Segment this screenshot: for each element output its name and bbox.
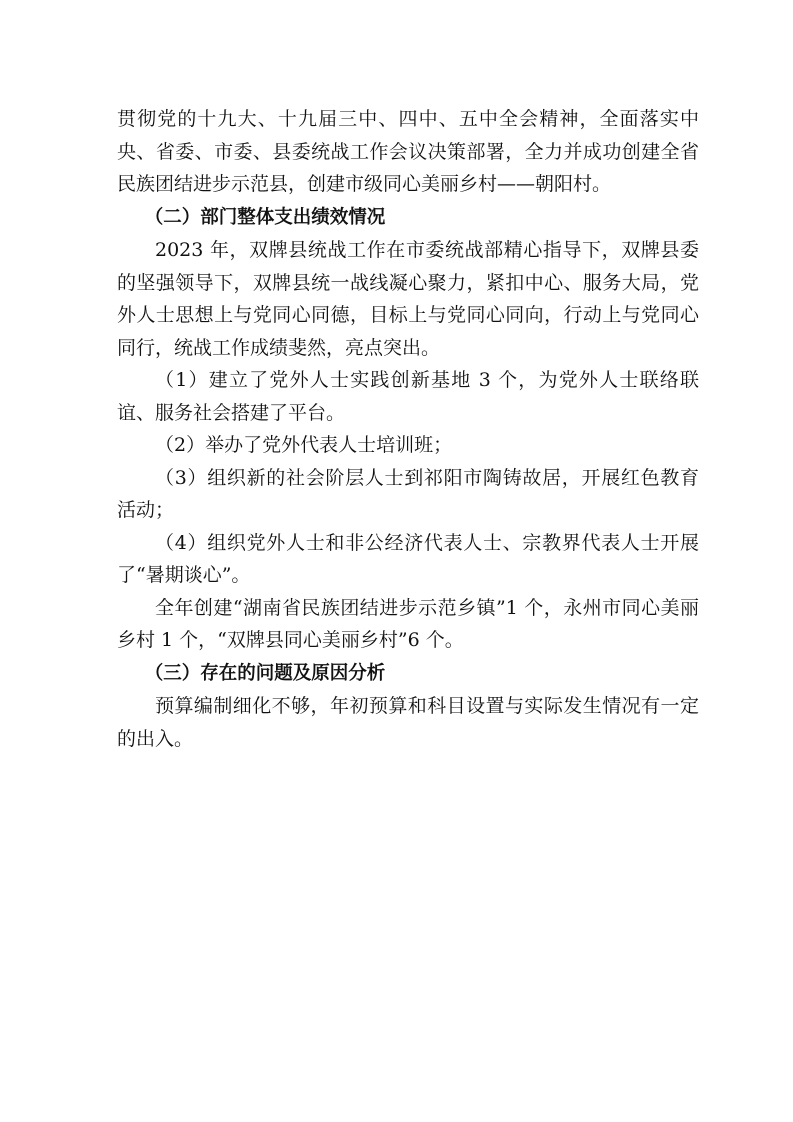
paragraph-summary: 全年创建“湖南省民族团结进步示范乡镇”1 个，永州市同心美丽乡村 1 个，“双牌县同心美丽乡村”6 个。 (117, 596, 699, 651)
paragraph-continuation: 贯彻党的十九大、十九届三中、四中、五中全会精神，全面落实中央、省委、市委、县委统战工作会议决策部署，全力并成功创建全省民族团结进步示范县，创建市级同心美丽乡村——朝阳村。 (117, 108, 699, 195)
section-heading-3: （三）存在的问题及原因分析 (144, 662, 386, 684)
list-item-2: （2）举办了党外代表人士培训班； (155, 434, 453, 456)
list-item-4: （4）组织党外人士和非公经济代表人士、宗教界代表人士开展了“暑期谈心”。 (117, 531, 699, 586)
document-body (117, 103, 699, 755)
list-item-1: （1）建立了党外人士实践创新基地 3 个，为党外人士联络联谊、服务社会搭建了平台。 (117, 369, 699, 424)
section-heading-2: （二）部门整体支出绩效情况 (144, 206, 386, 228)
paragraph-performance: 2023 年，双牌县统战工作在市委统战部精心指导下，双牌县委的坚强领导下，双牌县统一战线凝心聚力，紧扣中心、服务大局，党外人士思想上与党同心同德，目标上与党同心同向，行动上与党同心同行，统战工作成绩斐然，亮点突出。 (117, 239, 699, 359)
list-item-3: （3）组织新的社会阶层人士到祁阳市陶铸故居，开展红色教育活动； (117, 466, 699, 521)
paragraph-problems: 预算编制细化不够，年初预算和科目设置与实际发生情况有一定的出入。 (117, 695, 699, 750)
